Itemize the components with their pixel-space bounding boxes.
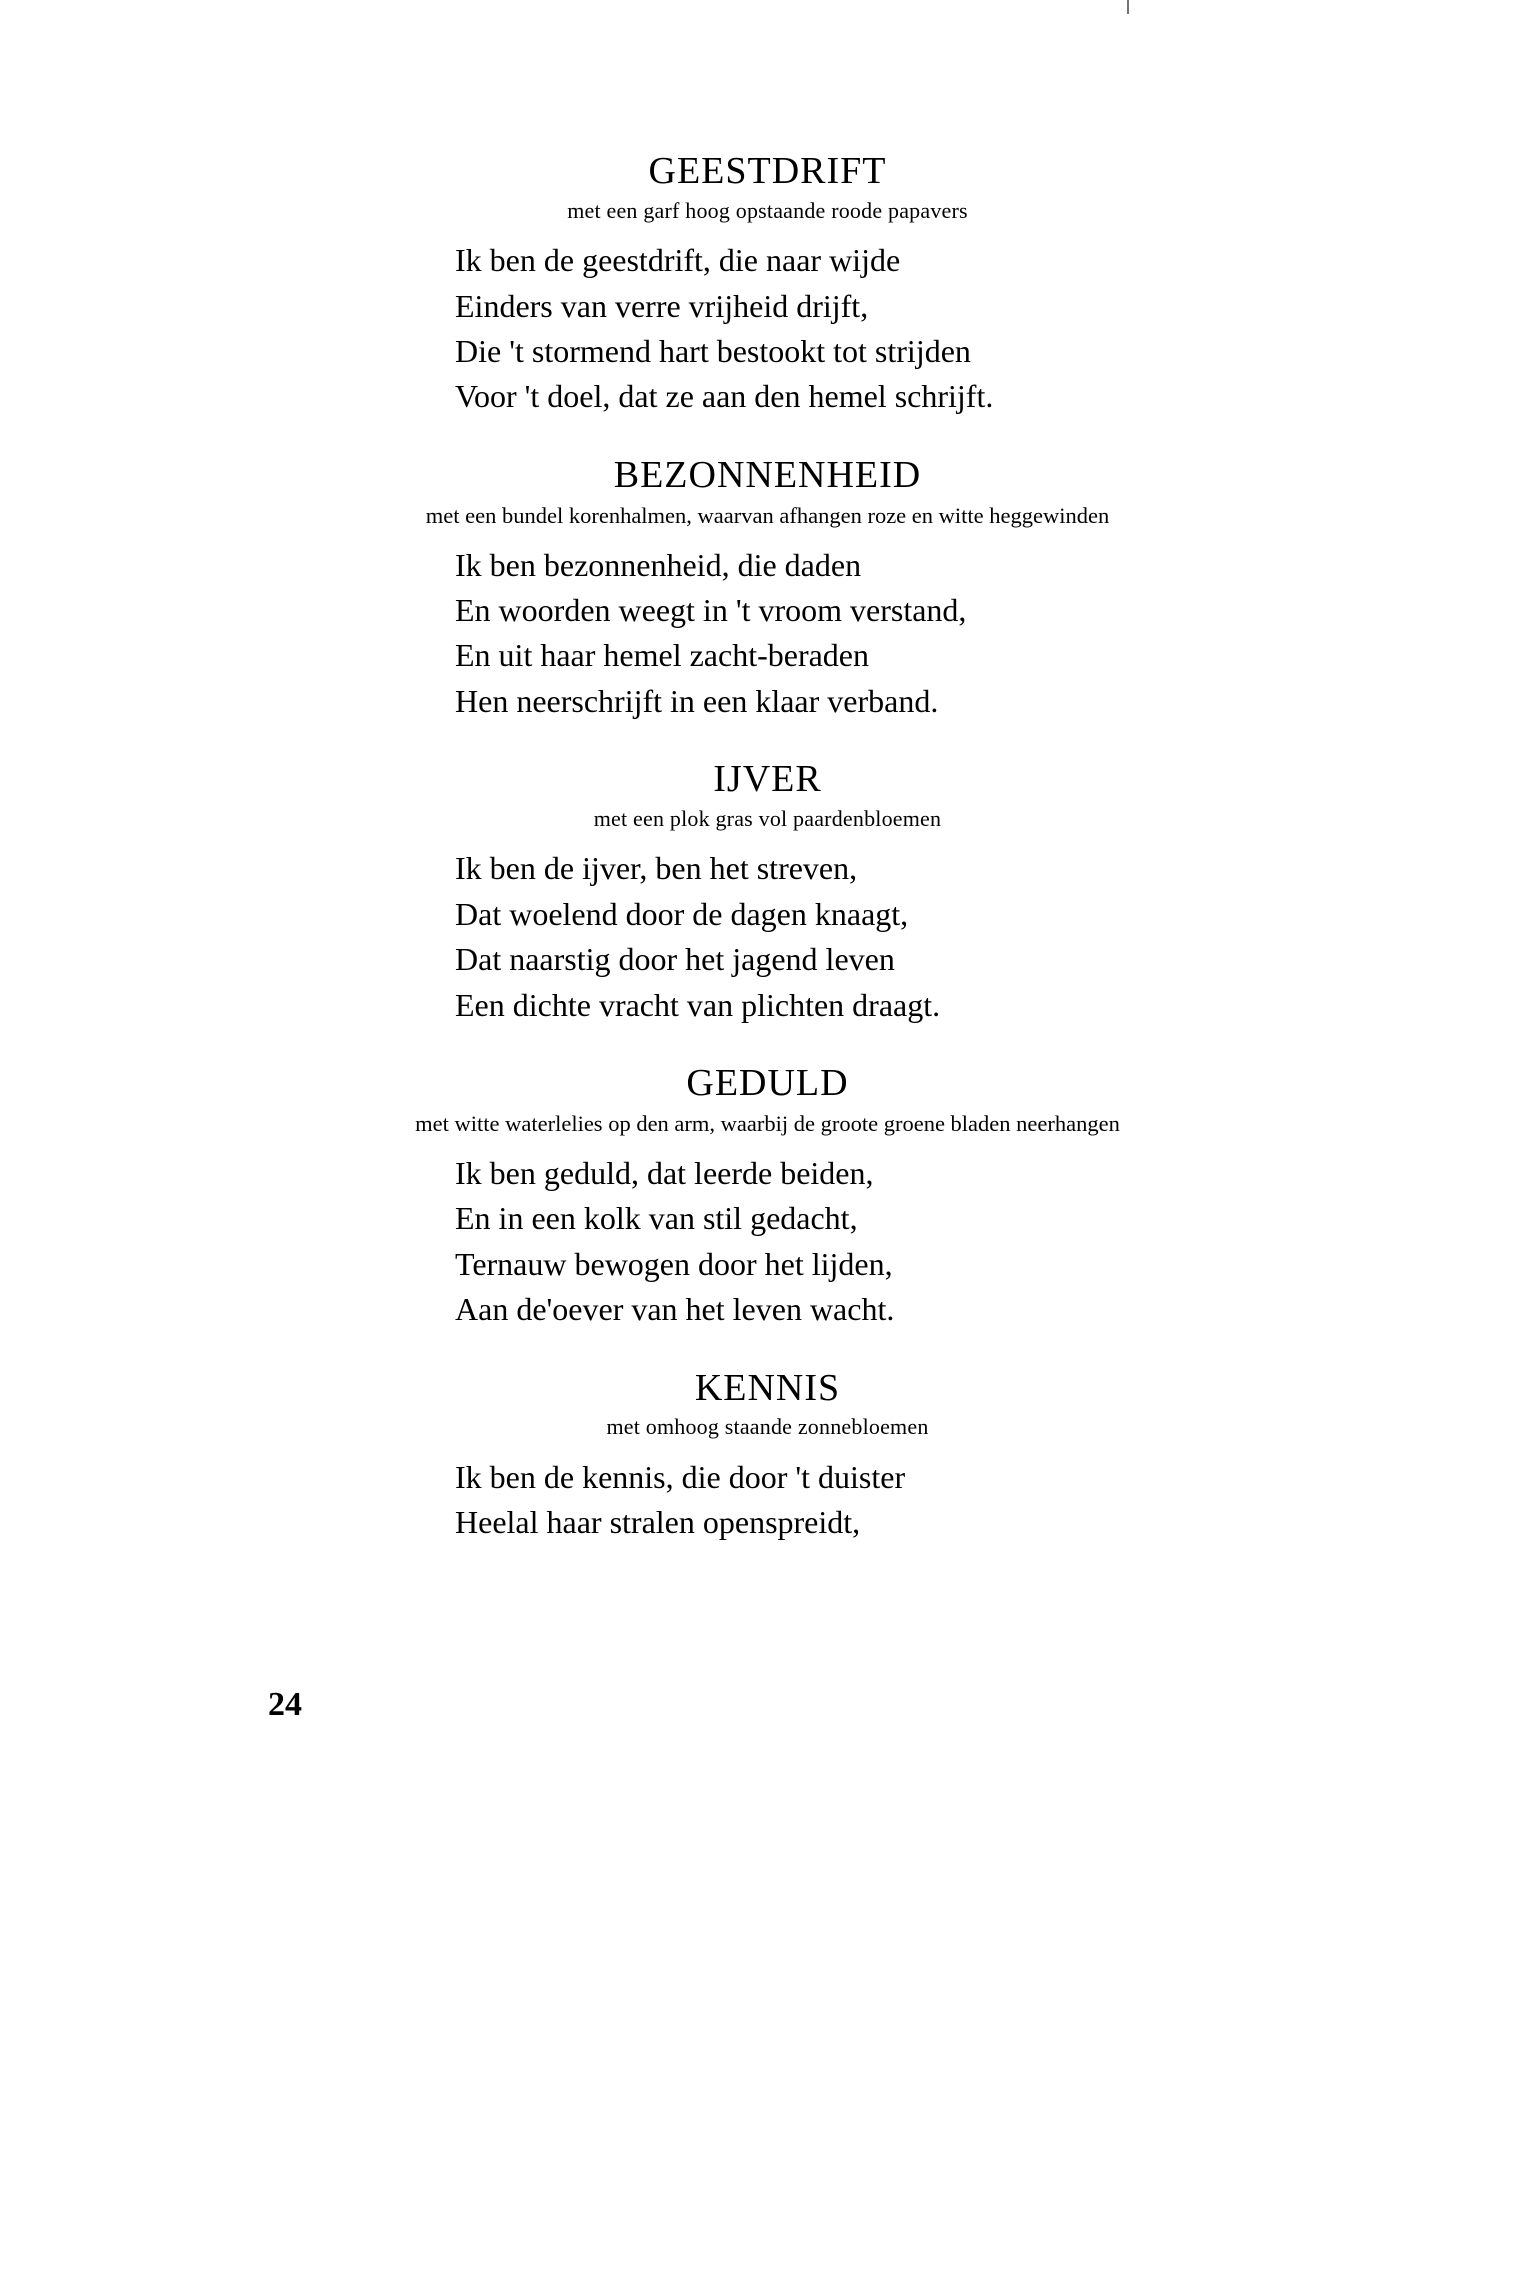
poem-body	[455, 543, 1535, 725]
poem-line: Ik ben geduld, dat leerde beiden,	[455, 1154, 874, 1191]
poem-bezonnenheid	[0, 454, 1535, 724]
poem-title: GEESTDRIFT	[648, 150, 887, 192]
poem-body	[455, 238, 1535, 420]
poem-title: IJVER	[713, 758, 822, 801]
poem-line: Ik ben bezonnenheid, die daden	[455, 546, 862, 583]
poem-subtitle: met een garf hoog opstaande roode papavers	[567, 197, 968, 223]
page-edge-mark	[1127, 0, 1129, 14]
poem-line: Heelal haar stralen openspreidt,	[455, 1504, 861, 1541]
poem-line: Die 't stormend hart bestookt tot strijden	[455, 332, 971, 369]
poem-line: Dat woelend door de dagen knaagt,	[455, 895, 909, 932]
poem-line: Hen neerschrijft in een klaar verband.	[455, 682, 939, 719]
poem-subtitle: met witte waterlelies op den arm, waarbij de groote groene bladen neerhangen	[415, 1110, 1120, 1136]
poem-line: Een dichte vracht van plichten draagt.	[455, 986, 941, 1023]
poem-line: Ik ben de ijver, ben het streven,	[455, 850, 858, 887]
poem-kennis	[0, 1367, 1535, 1546]
poem-line: Voor 't doel, dat ze aan den hemel schrijft.	[455, 378, 994, 415]
poem-body	[455, 1151, 1535, 1333]
poem-ijver	[0, 758, 1535, 1028]
poem-line: Ik ben de geestdrift, die naar wijde	[455, 242, 901, 279]
poem-body	[455, 1455, 1535, 1546]
poem-subtitle: met een bundel korenhalmen, waarvan afhangen roze en witte heggewinden	[425, 502, 1110, 528]
poem-geestdrift	[0, 150, 1535, 420]
poem-line: Dat naarstig door het jagend leven	[455, 941, 895, 978]
poem-geduld	[0, 1062, 1535, 1332]
poem-body	[455, 846, 1535, 1028]
poem-title: KENNIS	[694, 1366, 841, 1409]
poem-line: En uit haar hemel zacht-beraden	[455, 637, 869, 674]
poem-subtitle: met omhoog staande zonnebloemen	[606, 1414, 929, 1440]
page-number: 24	[268, 1686, 302, 1723]
poem-subtitle: met een plok gras vol paardenbloemen	[593, 805, 942, 831]
poem-line: Ik ben de kennis, die door 't duister	[455, 1458, 906, 1495]
poem-collection	[0, 150, 1535, 1579]
poem-title: GEDULD	[686, 1062, 849, 1105]
poem-line: Einders van verre vrijheid drijft,	[455, 287, 869, 324]
poem-title: BEZONNENHEID	[613, 453, 922, 496]
poem-line: Ternauw bewogen door het lijden,	[455, 1245, 893, 1282]
poem-line: Aan de'oever van het leven wacht.	[455, 1291, 895, 1328]
poem-line: En woorden weegt in 't vroom verstand,	[455, 591, 967, 628]
poem-line: En in een kolk van stil gedacht,	[455, 1200, 858, 1237]
